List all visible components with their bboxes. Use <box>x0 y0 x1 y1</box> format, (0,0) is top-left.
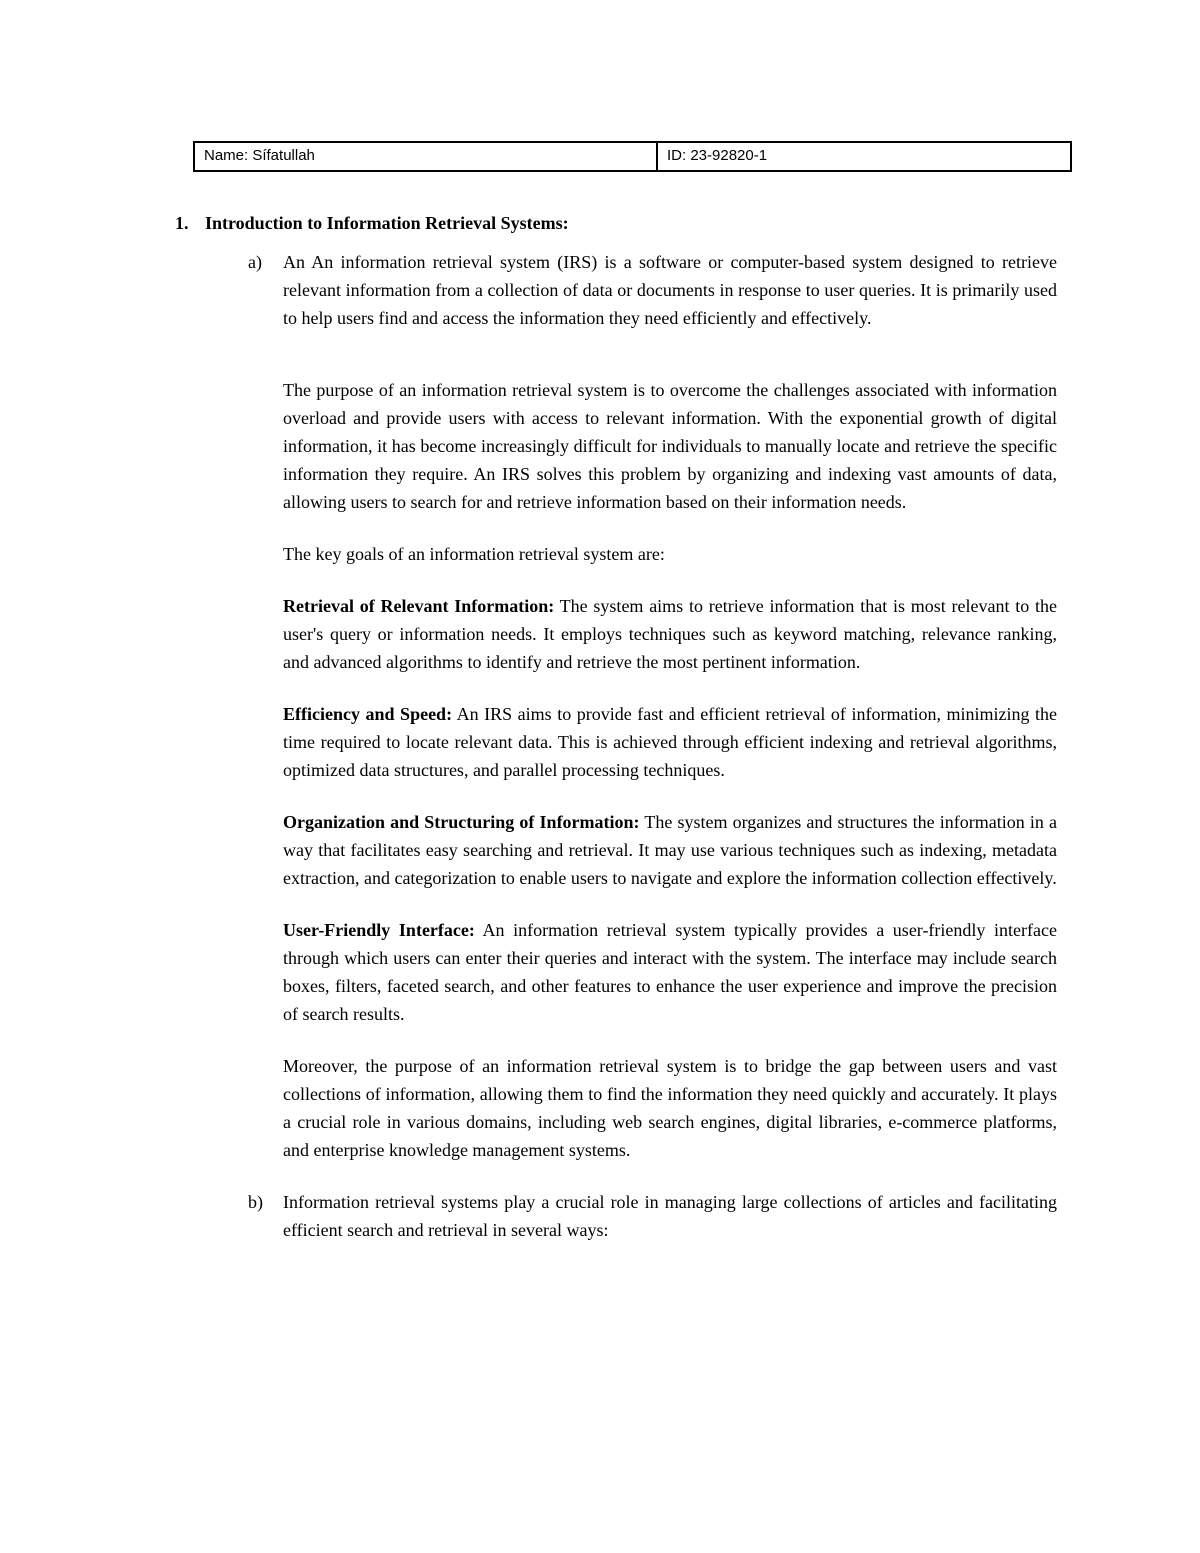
paragraph-retrieval-relevant-text: The system aims to retrieve information that is most relevant to the user's query or information needs. It employs techniques such as keyword matching, relevance ranking, and advanced algorithms to identify and retrieve the most pertinent information. <box>283 596 1057 672</box>
paragraph-efficiency-speed-bold: Efficiency and Speed: <box>283 704 453 724</box>
paragraph-key-goals-text: The key goals of an information retrieval system are: <box>283 544 665 564</box>
paragraph-retrieval-relevant-bold: Retrieval of Relevant Information: <box>283 596 555 616</box>
header-name-cell: Name: Sífatullah <box>194 142 657 171</box>
header-table <box>193 141 1072 172</box>
list-item-a-body <box>283 248 1057 1164</box>
paragraph-efficiency-speed-text: An IRS aims to provide fast and efficient retrieval of information, minimizing the time required to locate relevant data. This is achieved through efficient indexing and retrieval algorithms, optimized data structures, and parallel processing techniques. <box>283 704 1057 780</box>
paragraph-moreover <box>283 1052 1057 1164</box>
paragraph-organization <box>283 808 1057 892</box>
paragraph-purpose <box>283 376 1057 516</box>
list-item-b <box>175 1188 1057 1244</box>
paragraph-organization-text: The system organizes and structures the information in a way that facilitates easy searching and retrieval. It may use various techniques such as indexing, metadata extraction, and categorization to enable users to navigate and explore the information collection effectively. <box>283 812 1057 888</box>
paragraph-user-friendly-text: An information retrieval system typically provides a user-friendly interface through which users can enter their queries and interact with the system. The interface may include search boxes, filters, faceted search, and other features to enhance the user experience and improve the precision of search results. <box>283 920 1057 1024</box>
list-marker-b: b) <box>248 1192 263 1212</box>
section-title: Introduction to Information Retrieval Systems: <box>205 213 569 233</box>
document-body <box>175 210 1057 1244</box>
list-item-a <box>175 248 1057 1164</box>
paragraph-user-friendly <box>283 916 1057 1028</box>
section-heading <box>175 210 1057 236</box>
paragraph-retrieval-relevant <box>283 592 1057 676</box>
paragraph-key-goals <box>283 540 1057 568</box>
paragraph-item-b: Information retrieval systems play a crucial role in managing large collections of articles and facilitating efficient search and retrieval in several ways: <box>283 1192 1057 1240</box>
paragraph-organization-bold: Organization and Structuring of Information: <box>283 812 640 832</box>
header-table-row <box>194 142 1071 171</box>
paragraph-purpose-text: The purpose of an information retrieval system is to overcome the challenges associated with information overload and provide users with access to relevant information. With the exponential growth of digital information, it has become increasingly difficult for individuals to manually locate and retrieve the specific information they require. An IRS solves this problem by organizing and indexing vast amounts of data, allowing users to search for and retrieve information based on their information needs. <box>283 380 1057 512</box>
list-marker-a: a) <box>248 252 262 272</box>
list-item-b-body <box>283 1188 1057 1244</box>
paragraph-moreover-text: Moreover, the purpose of an information retrieval system is to bridge the gap between users and vast collections of information, allowing them to find the information they need quickly and accurately. It plays a crucial role in various domains, including web search engines, digital libraries, e-commerce platforms, and enterprise knowledge management systems. <box>283 1056 1057 1160</box>
header-id-cell: ID: 23-92820-1 <box>657 142 1071 171</box>
paragraph-user-friendly-bold: User-Friendly Interface: <box>283 920 475 940</box>
paragraph-efficiency-speed <box>283 700 1057 784</box>
section-number: 1. <box>175 213 189 233</box>
paragraph-intro: An An information retrieval system (IRS) is a software or computer-based system designed to retrieve relevant information from a collection of data or documents in response to user queries. It is primarily used to help users find and access the information they need efficiently and effectively. <box>283 252 1057 328</box>
